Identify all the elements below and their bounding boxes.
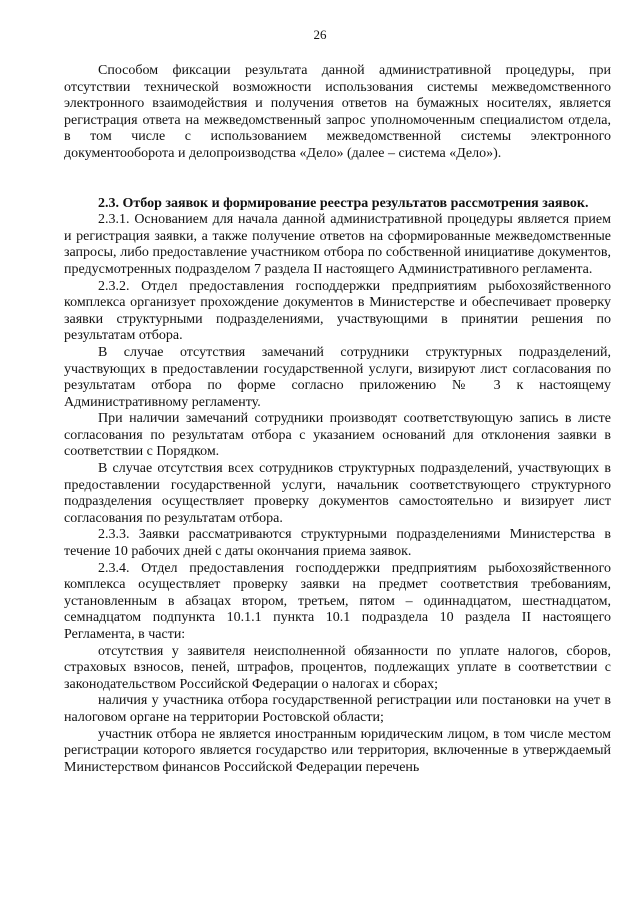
paragraph-2-3-2: 2.3.2. Отдел предоставления господдержки предприятиям рыбохозяйственного комплекса организует прохождение документов в Министерстве и обеспечивает проверку заявки структурными подразделениями, участвующими в принятии решения по результатам отбора. bbox=[64, 278, 611, 344]
paragraph-remarks: При наличии замечаний сотрудники производят соответствующую запись в листе согласования по результатам отбора с указанием оснований для отклонения заявки в соответствии с Порядком. bbox=[64, 411, 611, 460]
paragraph-taxes: отсутствия у заявителя неисполненной обязанности по уплате налогов, сборов, страховых взносов, пеней, штрафов, процентов, подлежащих уплате в соответствии с законодательством Российской Федерации о налогах и сборах; bbox=[64, 643, 611, 692]
document-body bbox=[64, 63, 611, 776]
paragraph-2-3-3: 2.3.3. Заявки рассматриваются структурными подразделениями Министерства в течение 10 рабочих дней с даты окончания приема заявок. bbox=[64, 527, 611, 560]
paragraph-intro: Способом фиксации результата данной административной процедуры, при отсутствии технической возможности использования системы межведомственного электронного взаимодействия и получения ответов на бумажных носителях, является регистрация ответа на межведомственный запрос уполномоченным специалистом отдела, в том числе с использованием межведомственной системы электронного документооборота и делопроизводства «Дело» (далее – система «Дело»). bbox=[64, 63, 611, 161]
paragraph-foreign-entity: участник отбора не является иностранным юридическим лицом, в том числе местом регистрации которого является государство или территория, включенные в утверждаемый Министерством финансов Российской Федерации перечень bbox=[64, 726, 611, 775]
section-heading: 2.3. Отбор заявок и формирование реестра результатов рассмотрения заявок. bbox=[98, 195, 589, 211]
paragraph-registration: наличия у участника отбора государственной регистрации или постановки на учет в налоговом органе на территории Ростовской области; bbox=[64, 693, 611, 725]
paragraph-no-remarks: В случае отсутствия замечаний сотрудники структурных подразделений, участвующих в предоставлении государственной услуги, визируют лист согласования по результатам отбора по форме согласно приложению № 3 к настоящему Административному регламенту. bbox=[64, 344, 611, 410]
paragraph-2-3-1: 2.3.1. Основанием для начала данной административной процедуры является прием и регистрация заявки, а также получение ответов на сформированные межведомственные запросы, либо предоставление участником отбора по собственной инициативе документов, предусмотренных подразделом 7 раздела II настоящего Административного регламента. bbox=[64, 212, 611, 277]
paragraph-2-3-4: 2.3.4. Отдел предоставления господдержки предприятиям рыбохозяйственного комплекса осуществляет проверку заявки на предмет соответствия требованиям, установленным в абзацах втором, третьем, пятом – одиннадцатом, шестнадцатом, семнадцатом подпункта 10.1.1 пункта 10.1 подраздела 10 раздела II настоящего Регламента, в части: bbox=[64, 560, 611, 642]
page-number: 26 bbox=[313, 27, 327, 42]
paragraph-absence: В случае отсутствия всех сотрудников структурных подразделений, участвующих в предоставлении государственной услуги, начальник соответствующего структурного подразделения осуществляет проверку документов самостоятельно и визирует лист согласования по результатам отбора. bbox=[64, 461, 611, 526]
